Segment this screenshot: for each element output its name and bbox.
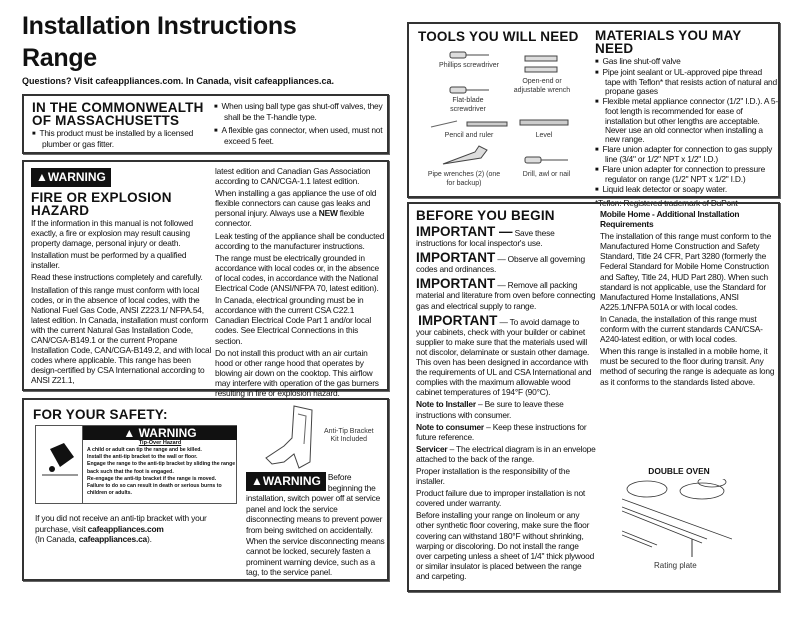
rating-plate-label: Rating plate — [654, 561, 697, 570]
bracket-label-line: Kit Included — [330, 436, 368, 443]
cafe-ca-link[interactable]: cafeappliances.ca — [78, 534, 147, 545]
fire-para: In Canada, electrical grounding must be in accordance with the current CSA C22.1 Canadian Electrical Code Part 1 and/or local codes. See Electrical Connections in this section. — [215, 295, 372, 346]
important-text: — To avoid damage to your cabinets, check with your builder or cabinet supplier to make sure that the materials used will not discolor, delaminate or sustain other damage. This oven has been designed in accordance with the requirements of UL and CSA International and complies with the maximum allowable wood cabinet temperatures of 194°F (90°C). — [416, 316, 592, 398]
tool-label: Level — [535, 132, 553, 139]
anti-tip-bracket-image — [254, 404, 324, 470]
before-para: Proper installation is the responsibility of the installer. — [416, 465, 570, 487]
safety-box — [22, 398, 389, 581]
tip-item: Failure to do so can result in death or serious burns to children or adults. — [87, 483, 222, 497]
power-warning — [246, 472, 387, 578]
flat-screwdriver-icon — [449, 86, 491, 94]
before-para: Before installing your range on linoleum or any other synthetic floor covering, make sure the floor covering can withstand 180°F without shrinking, warping or discoloring. Do not install the range over carpeting unless a sheet of 1/4" thick plywood or similar insulator is placed between the range and carpeting. — [416, 510, 595, 581]
important-heading: IMPORTANT — [416, 276, 496, 292]
tip-item: Re-engage the anti-tip bracket if the range is moved. — [87, 475, 217, 482]
important-text: — Observe all governing codes and ordinances. — [416, 254, 585, 275]
note-heading: Note to Installer — [416, 399, 476, 410]
material-item: ■ Flexible metal appliance connector (1/2" I.D.). A 5-foot length is recommended for ease of installation but other lengths are acceptable. Never use an old connector when installing a new range. — [595, 97, 778, 143]
note-heading: Note to consumer — [416, 421, 484, 432]
important-note — [416, 314, 596, 398]
mass-title-line: IN THE COMMONWEALTH — [32, 100, 204, 115]
warning-badge-text: WARNING — [262, 474, 321, 488]
material-item: ■ Flare union adapter for connection to gas supply line (3/4" or 1/2" NPT x 1/2" I.D.) — [595, 145, 778, 164]
mobile-home-title: Mobile Home - Additional Installation Requirements — [600, 209, 740, 230]
warning-badge: ▲ WARNING — [83, 426, 237, 440]
fire-left-column — [31, 168, 212, 388]
phillips-screwdriver-icon — [449, 51, 491, 59]
warning-badge-text: WARNING — [138, 426, 197, 440]
fire-title-line: FIRE OR EXPLOSION — [31, 190, 172, 205]
important-note — [416, 225, 596, 248]
before-you-begin-box — [407, 202, 780, 592]
material-item: ■ Flare union adapter for connection to pressure regulator on range (1/2" NPT x 1/2" I.D.) — [595, 165, 778, 184]
consumer-note — [416, 422, 596, 442]
mass-title — [32, 101, 212, 127]
mass-item: ■ A flexible gas connector, when used, must not exceed 5 feet. — [214, 125, 384, 147]
questions-line: Questions? Visit cafeappliances.com. In Canada, visit cafeappliances.ca. — [22, 76, 334, 86]
note-heading: Servicer — [416, 443, 448, 454]
mass-title-line: OF MASSACHUSETTS — [32, 113, 180, 128]
fire-para: Installation of this range must conform with local codes, or in the absence of local codes, with the National Fuel Gas Code, ANSI Z223.1/ NFPA.54, latest edition. In Canada, installation must conform with the current Natural Gas Installation Code, CAN/CGA-B149.1 or the current Propane Installation Code, CAN/CGA-B149.2, and with local codes where applicable. This range has been design-certified by CSA International according to ANSI Z21.1, — [31, 284, 212, 386]
material-item: ■ Liquid leak detector or soapy water. — [595, 185, 778, 195]
wrench-icon — [521, 52, 561, 76]
fire-text: flexible connector. — [215, 208, 365, 229]
tools-title: TOOLS YOU WILL NEED — [418, 29, 579, 44]
warning-badge: ▲WARNING — [246, 472, 326, 491]
mobile-para: In Canada, the installation of this range must conform with the current standards CAN/CSA-A240-latest edition, or with local codes. — [600, 313, 763, 345]
mobile-para: When this range is installed in a mobile home, it must be secured to the floor during transit. Any method of securing the range is adequate as long as it conforms to the standards listed above. — [600, 346, 775, 387]
cafe-link[interactable]: cafeappliances.com — [87, 523, 164, 534]
material-item: ■ Pipe joint sealant or UL-approved pipe thread tape with Teflon* that resists action of natural and propane gases — [595, 68, 778, 96]
before-left-column — [416, 209, 596, 583]
fire-para — [215, 188, 387, 228]
fire-title-line: HAZARD — [31, 203, 90, 218]
tip-over-subtitle: Tip-Over Hazard — [138, 440, 182, 446]
materials-column — [595, 29, 778, 208]
fire-text: When installing a gas appliance the use of old flexible connectors can cause gas leaks and personal injury. Always use a — [215, 188, 377, 219]
note-text: – Keep these instructions for future reference. — [416, 421, 587, 442]
material-item: ■ Gas line shut-off valve — [595, 57, 778, 67]
warning-badge: ▲WARNING — [31, 168, 111, 187]
servicer-note — [416, 444, 596, 464]
tool-label: Open-end or adjustable wrench — [513, 78, 571, 94]
pipe-wrench-icon — [439, 144, 489, 168]
tool-label: Pencil and ruler — [444, 132, 494, 139]
tools-materials-box — [407, 22, 780, 209]
fire-para: latest edition and Canadian Gas Association according to CAN/CGA-1.1 latest edition. — [215, 166, 371, 187]
tip-over-list — [83, 447, 237, 497]
pencil-ruler-icon — [429, 119, 509, 129]
fire-right-column — [215, 166, 387, 400]
important-text: — Remove all packing material and literature from oven before connecting gas and electrical supply to range. — [416, 280, 596, 311]
tool-label: Phillips screwdriver — [439, 62, 499, 69]
note-text: – The electrical diagram is in an envelope attached to the back of the range. — [416, 443, 596, 464]
massachusetts-box — [22, 94, 389, 154]
page-subtitle: Range — [22, 44, 97, 72]
note-text: – Be sure to leave these instructions with consumer. — [416, 399, 564, 420]
fire-hazard-title — [31, 191, 212, 217]
fire-para: Do not install this product with an air curtain hood or other range hood that operates by blowing air down on the cooktop. This airflow may interfere with operation of the gas burners resulting in fire or explosion hazard. — [215, 347, 379, 398]
fire-warning-box — [22, 160, 389, 398]
fire-para: The range must be electrically grounded in accordance with local codes or, in the absence of local codes, in accordance with the National Electrical Code (ANSI/NFPA 70, latest edition). — [215, 252, 379, 294]
mobile-home-column — [600, 209, 775, 389]
mass-item: ■ This product must be installed by a licensed plumber or gas fitter. — [32, 128, 212, 150]
important-heading: IMPORTANT — [418, 312, 498, 328]
mass-left-column — [32, 101, 212, 152]
safety-title: FOR YOUR SAFETY: — [33, 407, 168, 422]
new-emphasis: NEW — [318, 208, 338, 219]
fire-para: Read these instructions completely and carefully. — [31, 272, 203, 283]
power-warning-text: Before beginning the installation, switch power off at service panel and lock the service disconnecting means to prevent power from being switched on accidentally. When the service disconnecting means cannot be locked, securely fasten a prominent warning device, such as a tag, to the service panel. — [246, 472, 385, 578]
notice-text: (In Canada, — [35, 534, 79, 545]
mass-right-column — [214, 101, 384, 148]
before-para: Product failure due to improper installation is not covered under warranty. — [416, 488, 586, 509]
tool-label: Drill, awl or nail — [522, 171, 571, 178]
drill-icon — [524, 156, 570, 164]
tool-label: Flat-blade screwdriver — [450, 97, 486, 113]
important-note — [416, 251, 596, 274]
mass-item: ■ When using ball type gas shut-off valves, they shall be the T-handle type. — [214, 101, 384, 123]
level-icon — [519, 119, 569, 127]
mobile-para: The installation of this range must conform to the Manufactured Home Construction and Safety Standard, Title 24 CFR, Part 3280 (formerly the Federal Standard for Mobile Home Construction and Saftey, Title 24, HUD Part 280). When such standard is not applicable, use the Standard for Manufactured Home Installations, ANSI A225.1/NFPA 501A or with local codes. — [600, 231, 772, 312]
materials-title: MATERIALS YOU MAY NEED — [595, 28, 742, 56]
installer-note — [416, 399, 596, 419]
before-title: BEFORE YOU BEGIN — [416, 208, 555, 223]
anti-tip-notice — [35, 513, 235, 545]
important-heading: IMPORTANT — — [416, 224, 513, 239]
fire-para: If the information in this manual is not followed exactly, a fire or explosion may result causing property damage, personal injury or death. — [31, 218, 193, 249]
tip-item: A child or adult can tip the range and be killed. — [87, 447, 202, 453]
tip-over-icon — [40, 441, 80, 481]
bracket-label — [324, 428, 374, 444]
tip-over-content — [82, 426, 237, 503]
tool-label: Pipe wrenches (2) (one for backup) — [427, 171, 501, 187]
tip-item: Install the anti-tip bracket to the wall or floor. — [87, 454, 198, 461]
tip-item: Engage the range to the anti-tip bracket by sliding the range back such that the foot is engaged. — [87, 461, 236, 475]
double-oven-diagram — [622, 479, 732, 559]
warning-badge-text: WARNING — [47, 170, 106, 184]
page-title: Installation Instructions — [22, 12, 297, 40]
bracket-label-line: Anti-Tip Bracket — [324, 428, 374, 435]
important-text: Save these instructions for local inspector's use. — [416, 228, 555, 249]
teflon-footnote: *Teflon: Registered trademark of DuPont — [595, 198, 738, 209]
tip-over-warning — [35, 425, 237, 504]
diagram-title: DOUBLE OVEN — [648, 466, 710, 476]
fire-para: Installation must be performed by a qualified installer. — [31, 250, 187, 271]
fire-para: Leak testing of the appliance shall be conducted according to the manufacturer instructions. — [215, 230, 385, 251]
important-note — [416, 277, 596, 310]
important-heading: IMPORTANT — [416, 250, 496, 266]
notice-text: ). — [147, 534, 152, 545]
notice-text: If you did not receive an anti-tip bracket with your purchase, visit — [35, 513, 207, 534]
